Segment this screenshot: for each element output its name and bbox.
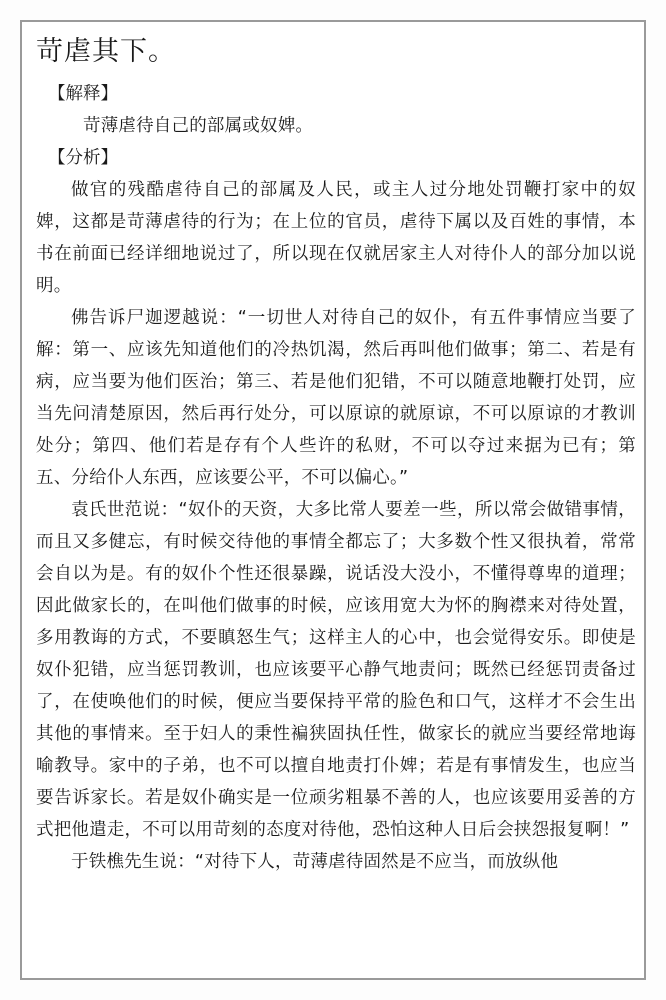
analysis-paragraph-1: 做官的残酷虐待自己的部属及人民，或主人过分地处罚鞭打家中的奴婢，这都是苛薄虐待的行为；在上位的官员，虐待下属以及百姓的事情，本书在前面已经详细地说过了，所以现在仅就居家主人对待仆人的部分加以说明。 [36,180,636,296]
analysis-paragraph-2: 佛告诉尸迦逻越说：“一切世人对待自己的奴仆，有五件事情应当要了解：第一、应该先知道他们的冷热饥渴，然后再叫他们做事；第二、若是有病，应当要为他们医治；第三、若是他们犯错，不可以随意地鞭打处罚，应当先问清楚原因，然后再行处分，可以原谅的就原谅，不可以原谅的才教训处分；第四、他们若是存有个人些许的私财，不可以夺过来据为已有；第五、分给仆人东西，应该要公平，不可以偏心。” [36,308,636,488]
explanation-text: 苛薄虐待自己的部属或奴婢。 [83,116,314,136]
document-content [36,32,636,878]
analysis-paragraph-4: 于铁樵先生说：“对待下人，苛薄虐待固然是不应当，而放纵他 [71,852,559,872]
explanation-label: 【解释】 [48,84,118,104]
analysis-paragraph-3: 袁氏世范说：“奴仆的天资，大多比常人要差一些，所以常会做错事情，而且又多健忘，有时候交待他的事情全都忘了；大多数个性又很执着，常常会自以为是。有的奴仆个性还很暴躁，说话没大没小，不懂得尊卑的道理；因此做家长的，在叫他们做事的时候，应该用宽大为怀的胸襟来对待处置，多用教诲的方式，不要瞋怒生气；这样主人的心中，也会觉得安乐。即使是奴仆犯错，应当惩罚教训，也应该要平心静气地责问；既然已经惩罚责备过了，在使唤他们的时候，便应当要保持平常的脸色和口气，这样才不会生出其他的事情来。至于妇人的秉性褊狭固执任性，做家长的就应当要经常地诲喻教导。家中的子弟，也不可以擅自地责打仆婢；若是有事情发生，也应当要告诉家长。若是奴仆确实是一位顽劣粗暴不善的人，也应该要用妥善的方式把他遣走，不可以用苛刻的态度对待他，恐怕这种人日后会挟怨报复啊！” [36,500,636,840]
analysis-label: 【分析】 [48,148,118,168]
page-title: 苛虐其下。 [36,36,176,67]
